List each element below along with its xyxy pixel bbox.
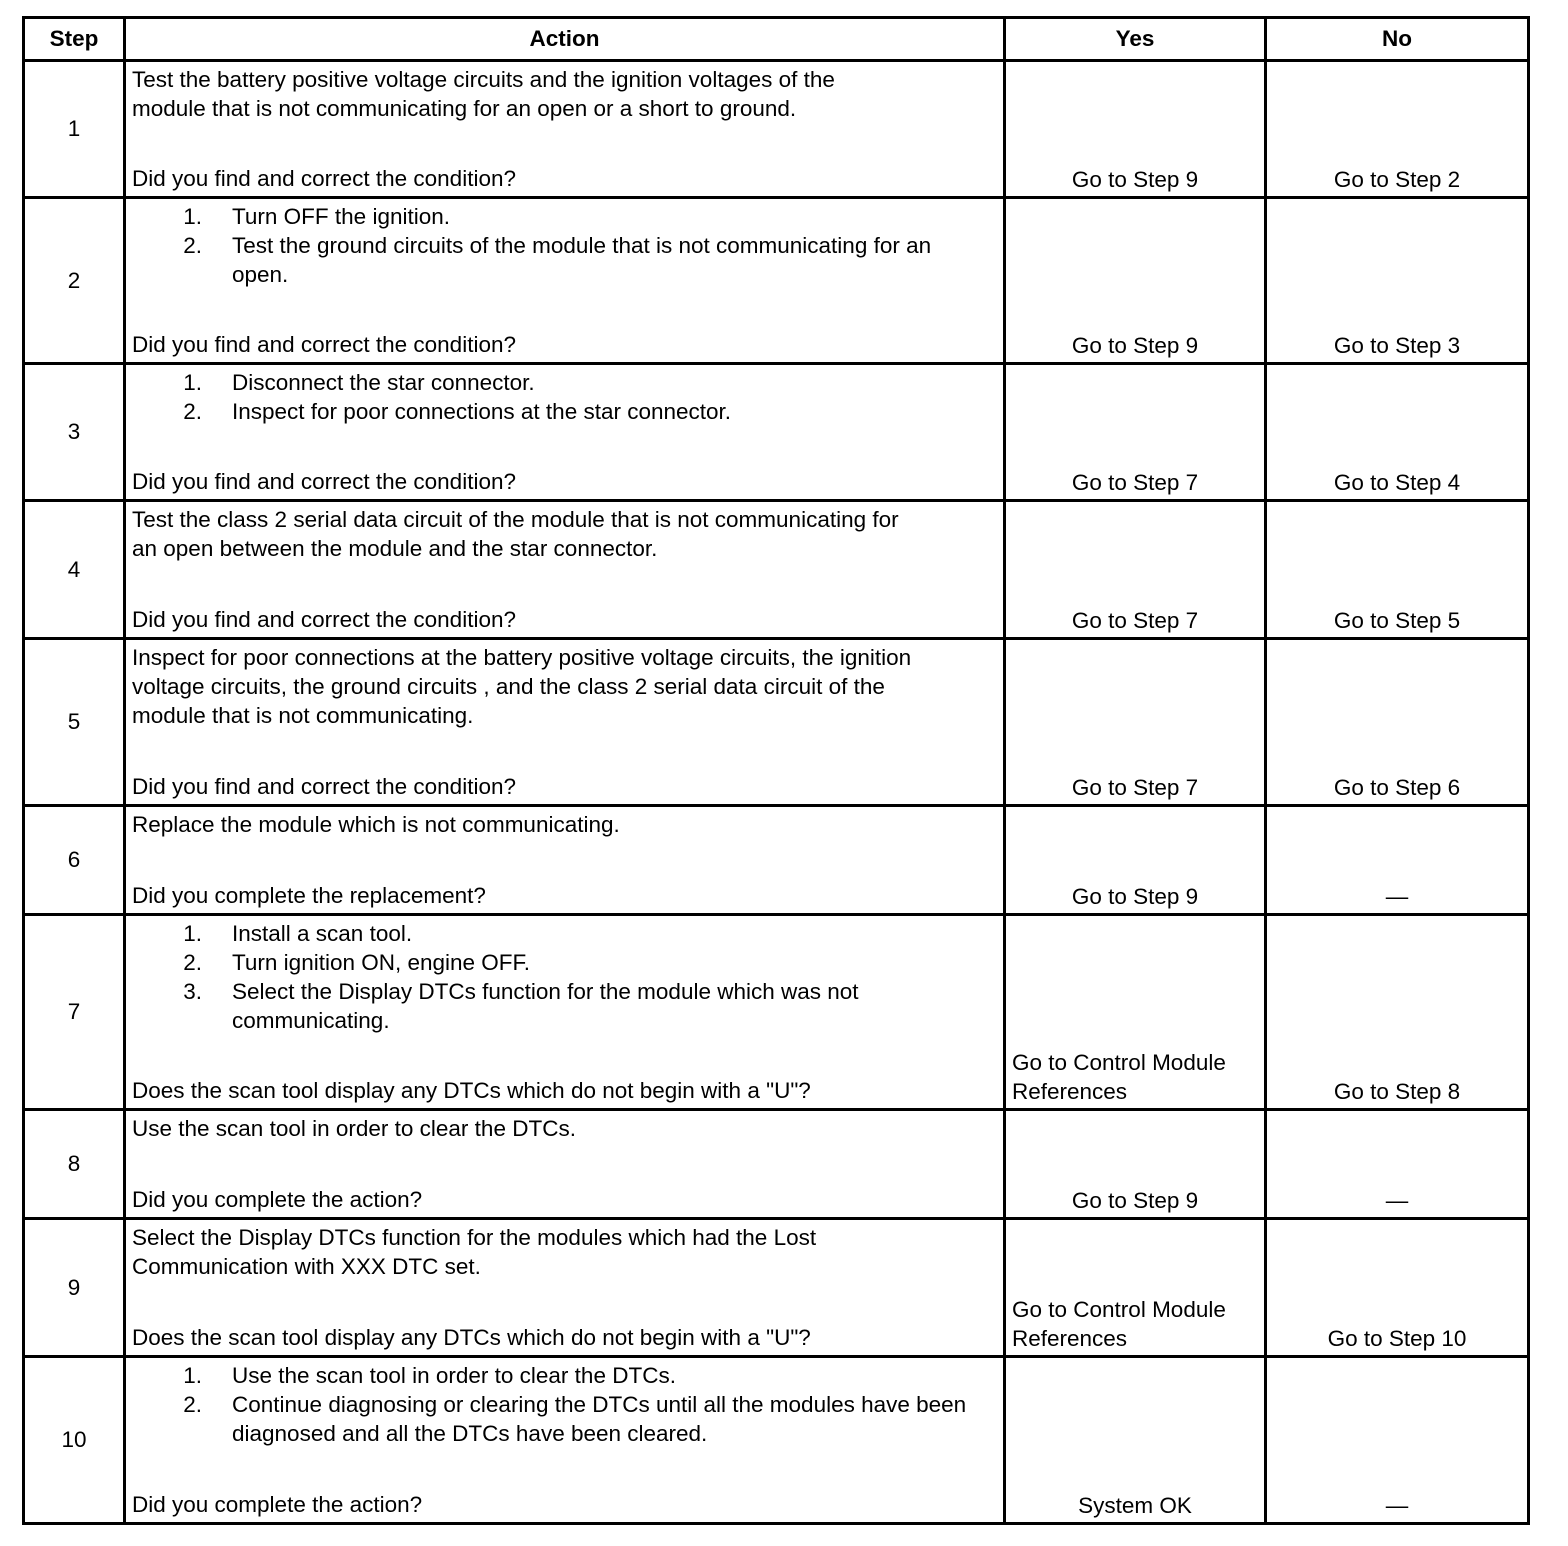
action-text: Test the battery positive voltage circuits and the ignition voltages of the module that is not communicating for an open or a short to ground. [132, 67, 835, 121]
list-item-number: 1. [183, 370, 202, 395]
no-cell [1266, 639, 1529, 806]
yes-cell [1005, 806, 1266, 915]
no-result: Go to Step 6 [1333, 775, 1461, 800]
table-row [24, 1110, 1529, 1219]
no-result: Go to Step 8 [1333, 1079, 1461, 1104]
list-item [132, 919, 997, 948]
no-result: — [1385, 1188, 1409, 1213]
no-result: — [1385, 884, 1409, 909]
yes-cell [1005, 639, 1266, 806]
table-row [24, 364, 1529, 501]
yes-cell [1005, 61, 1266, 198]
no-result: — [1385, 1493, 1409, 1518]
no-cell [1266, 806, 1529, 915]
yes-cell [1005, 1110, 1266, 1219]
action-text: Use the scan tool in order to clear the DTCs. [132, 1116, 576, 1141]
step-number: 4 [24, 501, 125, 639]
yes-result: Go to Step 9 [1071, 333, 1199, 358]
no-header: No [1266, 18, 1529, 61]
no-cell [1266, 1219, 1529, 1357]
step-number: 5 [24, 639, 125, 806]
no-result: Go to Step 5 [1333, 608, 1461, 633]
step-number: 6 [24, 806, 125, 915]
no-result: Go to Step 3 [1333, 333, 1461, 358]
action-steps-list [132, 202, 997, 289]
no-cell [1266, 61, 1529, 198]
list-item-text: Turn OFF the ignition. [232, 204, 451, 229]
action-question: Did you complete the replacement? [132, 883, 486, 908]
step-number: 9 [24, 1219, 125, 1357]
no-cell [1266, 1357, 1529, 1524]
list-item [132, 1390, 997, 1448]
list-item-number: 2. [183, 399, 202, 424]
yes-result: Go to Step 7 [1071, 775, 1199, 800]
action-question: Did you complete the action? [132, 1187, 423, 1212]
list-item-number: 1. [183, 204, 202, 229]
yes-result: Go to Control Module References [1012, 1050, 1226, 1104]
yes-result: Go to Control Module References [1012, 1297, 1226, 1351]
yes-result: Go to Step 7 [1071, 608, 1199, 633]
action-cell [125, 364, 1005, 501]
action-cell [125, 1110, 1005, 1219]
list-item [132, 948, 997, 977]
list-item-number: 2. [183, 1392, 202, 1417]
step-number: 7 [24, 915, 125, 1110]
list-item-text: Install a scan tool. [232, 921, 413, 946]
list-item-number: 3. [183, 979, 202, 1004]
table-row [24, 1357, 1529, 1524]
yes-cell [1005, 501, 1266, 639]
action-steps-list [132, 368, 997, 426]
table-row [24, 639, 1529, 806]
step-number: 8 [24, 1110, 125, 1219]
action-text: Select the Display DTCs function for the modules which had the Lost Communication with XXX DTC set. [132, 1225, 817, 1279]
list-item-number: 1. [183, 921, 202, 946]
yes-header: Yes [1005, 18, 1266, 61]
list-item-text: Inspect for poor connections at the star connector. [232, 399, 732, 424]
yes-result: Go to Step 9 [1071, 1188, 1199, 1213]
yes-result: Go to Step 9 [1071, 167, 1199, 192]
action-cell [125, 501, 1005, 639]
list-item-text: Select the Display DTCs function for the module which was not communicating. [232, 979, 859, 1033]
table-row [24, 1219, 1529, 1357]
table-row [24, 61, 1529, 198]
yes-result: Go to Step 9 [1071, 884, 1199, 909]
list-item [132, 397, 997, 426]
list-item [132, 1361, 997, 1390]
yes-cell [1005, 364, 1266, 501]
no-result: Go to Step 2 [1333, 167, 1461, 192]
action-steps-list [132, 919, 997, 1035]
action-question: Did you find and correct the condition? [132, 332, 516, 357]
list-item-number: 1. [183, 1363, 202, 1388]
no-cell [1266, 364, 1529, 501]
table-row [24, 915, 1529, 1110]
step-header: Step [24, 18, 125, 61]
no-cell [1266, 915, 1529, 1110]
header-row [24, 18, 1529, 61]
step-number: 10 [24, 1357, 125, 1524]
action-cell [125, 639, 1005, 806]
table-row [24, 501, 1529, 639]
action-question: Did you find and correct the condition? [132, 607, 516, 632]
step-number: 2 [24, 198, 125, 364]
action-cell [125, 915, 1005, 1110]
action-question: Did you find and correct the condition? [132, 774, 516, 799]
no-cell [1266, 501, 1529, 639]
list-item-number: 2. [183, 950, 202, 975]
yes-cell [1005, 198, 1266, 364]
yes-cell [1005, 915, 1266, 1110]
action-cell [125, 61, 1005, 198]
list-item-text: Disconnect the star connector. [232, 370, 535, 395]
list-item [132, 202, 997, 231]
action-question: Did you find and correct the condition? [132, 469, 516, 494]
step-number: 3 [24, 364, 125, 501]
table-row [24, 198, 1529, 364]
action-question: Does the scan tool display any DTCs which do not begin with a "U"? [132, 1325, 811, 1350]
action-text: Inspect for poor connections at the battery positive voltage circuits, the ignition voltage circuits, the ground circuits , and the class 2 serial data circuit of the module that is not communicating. [132, 645, 912, 728]
yes-result: Go to Step 7 [1071, 470, 1199, 495]
list-item-text: Test the ground circuits of the module that is not communicating for an open. [232, 233, 932, 287]
list-item [132, 977, 997, 1035]
action-question: Did you find and correct the condition? [132, 166, 516, 191]
yes-result: System OK [1078, 1493, 1192, 1518]
action-question: Did you complete the action? [132, 1492, 423, 1517]
action-steps-list [132, 1361, 997, 1448]
list-item [132, 368, 997, 397]
list-item-number: 2. [183, 233, 202, 258]
action-cell [125, 1357, 1005, 1524]
list-item-text: Turn ignition ON, engine OFF. [232, 950, 531, 975]
action-cell [125, 198, 1005, 364]
action-cell [125, 1219, 1005, 1357]
yes-cell [1005, 1357, 1266, 1524]
no-cell [1266, 1110, 1529, 1219]
no-result: Go to Step 4 [1333, 470, 1461, 495]
no-cell [1266, 198, 1529, 364]
table-row [24, 806, 1529, 915]
yes-cell [1005, 1219, 1266, 1357]
list-item-text: Use the scan tool in order to clear the DTCs. [232, 1363, 676, 1388]
step-number: 1 [24, 61, 125, 198]
action-text: Replace the module which is not communicating. [132, 812, 620, 837]
action-question: Does the scan tool display any DTCs which do not begin with a "U"? [132, 1078, 811, 1103]
diagnostic-table [22, 16, 1530, 1525]
list-item [132, 231, 997, 289]
action-text: Test the class 2 serial data circuit of the module that is not communicating for an open between the module and the star connector. [132, 507, 899, 561]
list-item-text: Continue diagnosing or clearing the DTCs until all the modules have been diagnosed and all the DTCs have been cleared. [232, 1392, 967, 1446]
action-header: Action [125, 18, 1005, 61]
no-result: Go to Step 10 [1327, 1326, 1467, 1351]
action-cell [125, 806, 1005, 915]
